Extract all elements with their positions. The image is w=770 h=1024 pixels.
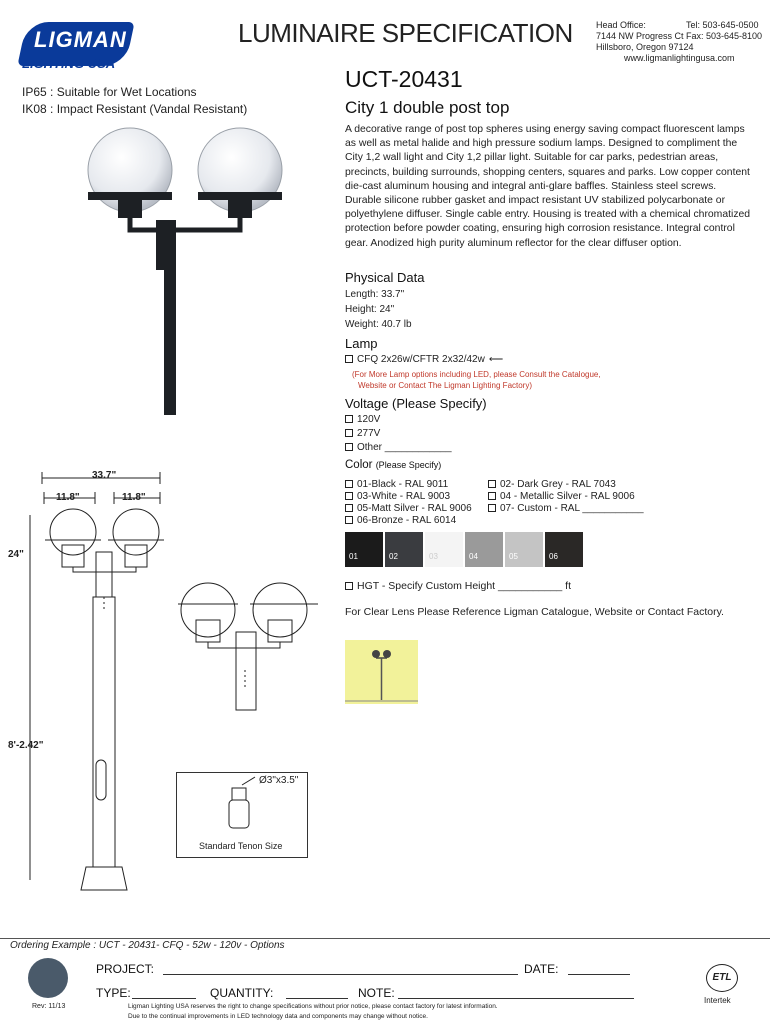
date-label: DATE:	[524, 962, 559, 976]
voltage-checkbox[interactable]	[345, 429, 353, 437]
date-field[interactable]	[568, 974, 630, 975]
head-office-label: Head Office:	[596, 20, 646, 30]
ordering-example: Ordering Example : UCT - 20431- CFQ - 52w - 120v - Options	[10, 940, 285, 951]
product-photo	[60, 120, 320, 420]
color-option[interactable]: 07- Custom - RAL ___________	[488, 503, 644, 514]
note-field[interactable]	[398, 998, 634, 999]
color-option[interactable]: 01-Black - RAL 9011	[345, 479, 448, 490]
type-label: TYPE:	[96, 986, 131, 1000]
voltage-option-120[interactable]: 120V	[345, 414, 380, 425]
disclaimer-1: Ligman Lighting USA reserves the right to change specifications without prior notice, please contact factory for latest information.	[128, 1003, 498, 1010]
telephone: Tel: 503-645-0500	[686, 20, 759, 30]
color-swatch[interactable]: 02	[385, 532, 423, 567]
website-link[interactable]: www.ligmanlightingusa.com	[624, 53, 735, 63]
arrow-left-icon: ⟵	[488, 354, 504, 365]
address-line-1: 7144 NW Progress Ct	[596, 31, 684, 41]
color-option[interactable]: 04 - Metallic Silver - RAL 9006	[488, 491, 635, 502]
color-swatch[interactable]: 03	[425, 532, 463, 567]
color-heading: Color (Please Specify)	[345, 459, 442, 471]
lamp-option-label: CFQ 2x26w/CFTR 2x32/42w	[357, 354, 485, 365]
pole-height-dimension: 8'-2.42"	[8, 740, 44, 751]
model-number: UCT-20431	[345, 66, 463, 92]
color-heading-note: (Please Specify)	[375, 460, 442, 470]
tenon-caption: Standard Tenon Size	[199, 841, 283, 851]
lamp-checkbox[interactable]	[345, 355, 353, 363]
weight-value: Weight: 40.7 lb	[345, 319, 412, 330]
logo-text: LIGMAN	[34, 27, 127, 52]
installation-thumbnail	[345, 640, 418, 704]
width-dimension: 33.7"	[92, 470, 117, 481]
clear-lens-note: For Clear Lens Please Reference Ligman Catalogue, Website or Contact Factory.	[345, 606, 724, 618]
tenon-size: Ø3"x3.5"	[259, 775, 299, 786]
address-line-2: Hillsboro, Oregon 97124	[596, 42, 694, 52]
project-field[interactable]	[163, 974, 518, 975]
height-value: Height: 24"	[345, 304, 395, 315]
voltage-heading: Voltage (Please Specify)	[345, 396, 487, 411]
voltage-option-277[interactable]: 277V	[345, 428, 380, 439]
project-label: PROJECT:	[96, 962, 155, 976]
lamp-note-1: (For More Lamp options including LED, please Consult the Catalogue,	[352, 370, 601, 379]
voltage-option-other[interactable]: Other ____________	[345, 442, 452, 453]
color-option[interactable]: 05-Matt Silver - RAL 9006	[345, 503, 472, 514]
color-option[interactable]: 06-Bronze - RAL 6014	[345, 515, 456, 526]
color-swatch[interactable]: 01	[345, 532, 383, 567]
color-swatch[interactable]: 06	[545, 532, 583, 567]
quantity-label: QUANTITY:	[210, 986, 274, 1000]
lamp-note-2: Website or Contact The Ligman Lighting Factory)	[358, 381, 533, 390]
etl-cert-icon: ETL	[706, 964, 738, 992]
color-option[interactable]: 03-White - RAL 9003	[345, 491, 450, 502]
lamp-heading: Lamp	[345, 336, 378, 351]
length-value: Length: 33.7"	[345, 289, 405, 300]
divider	[0, 938, 770, 939]
revision: Rev: 11/13	[32, 1003, 66, 1010]
ik-rating: IK08 : Impact Resistant (Vandal Resistant)	[22, 102, 248, 116]
tenon-box	[176, 772, 308, 858]
logo-subtitle: LIGHTING USA	[22, 56, 116, 71]
ip-rating: IP65 : Suitable for Wet Locations	[22, 85, 197, 99]
type-field[interactable]	[132, 998, 196, 999]
note-label: NOTE:	[358, 986, 395, 1000]
disclaimer-2: Due to the continual improvements in LED technology data and components may change without notice.	[128, 1013, 428, 1020]
voltage-checkbox[interactable]	[345, 415, 353, 423]
right-half-dimension: 11.8"	[122, 492, 146, 503]
fax: Fax: 503-645-8100	[686, 31, 763, 41]
quantity-field[interactable]	[286, 998, 348, 999]
product-name: City 1 double post top	[345, 98, 510, 117]
head-height-dimension: 24"	[8, 549, 24, 560]
color-swatch[interactable]: 04	[465, 532, 503, 567]
intertek-label: Intertek	[704, 996, 731, 1005]
recycle-icon	[28, 958, 68, 998]
page-title: LUMINAIRE SPECIFICATION	[238, 18, 573, 48]
lamp-option[interactable]	[345, 354, 503, 365]
product-description: A decorative range of post top spheres using energy saving compact fluorescent lamps as well as metal halide and high pressure sodium lamps. Designed to compliment the City 1,2 wall light and City 1,2 pillar light. Suitable for car parks, pedestrian areas, precincts, building surrounds, shopping centers, squares and parks. Low copper content die-cast aluminum housing and integral anti-glare baffles. Stainless steel screws. Durable silicone rubber gasket and impact resistant UV stabilized polycarbonate or polyethylene diffuser. Single cable entry. Housing is treated with a chemical chromatized protection before powder coating, ensuring high corrosion resistance. Integral control gear. Anodized high purity aluminum reflector for the clear diffuser option.	[345, 124, 751, 249]
color-swatch[interactable]: 05	[505, 532, 543, 567]
physical-data-heading: Physical Data	[345, 270, 425, 285]
left-half-dimension: 11.8"	[56, 492, 80, 503]
voltage-checkbox[interactable]	[345, 443, 353, 451]
hgt-option[interactable]: HGT - Specify Custom Height ___________ ft	[345, 580, 571, 592]
color-option[interactable]: 02- Dark Grey - RAL 7043	[488, 479, 616, 490]
